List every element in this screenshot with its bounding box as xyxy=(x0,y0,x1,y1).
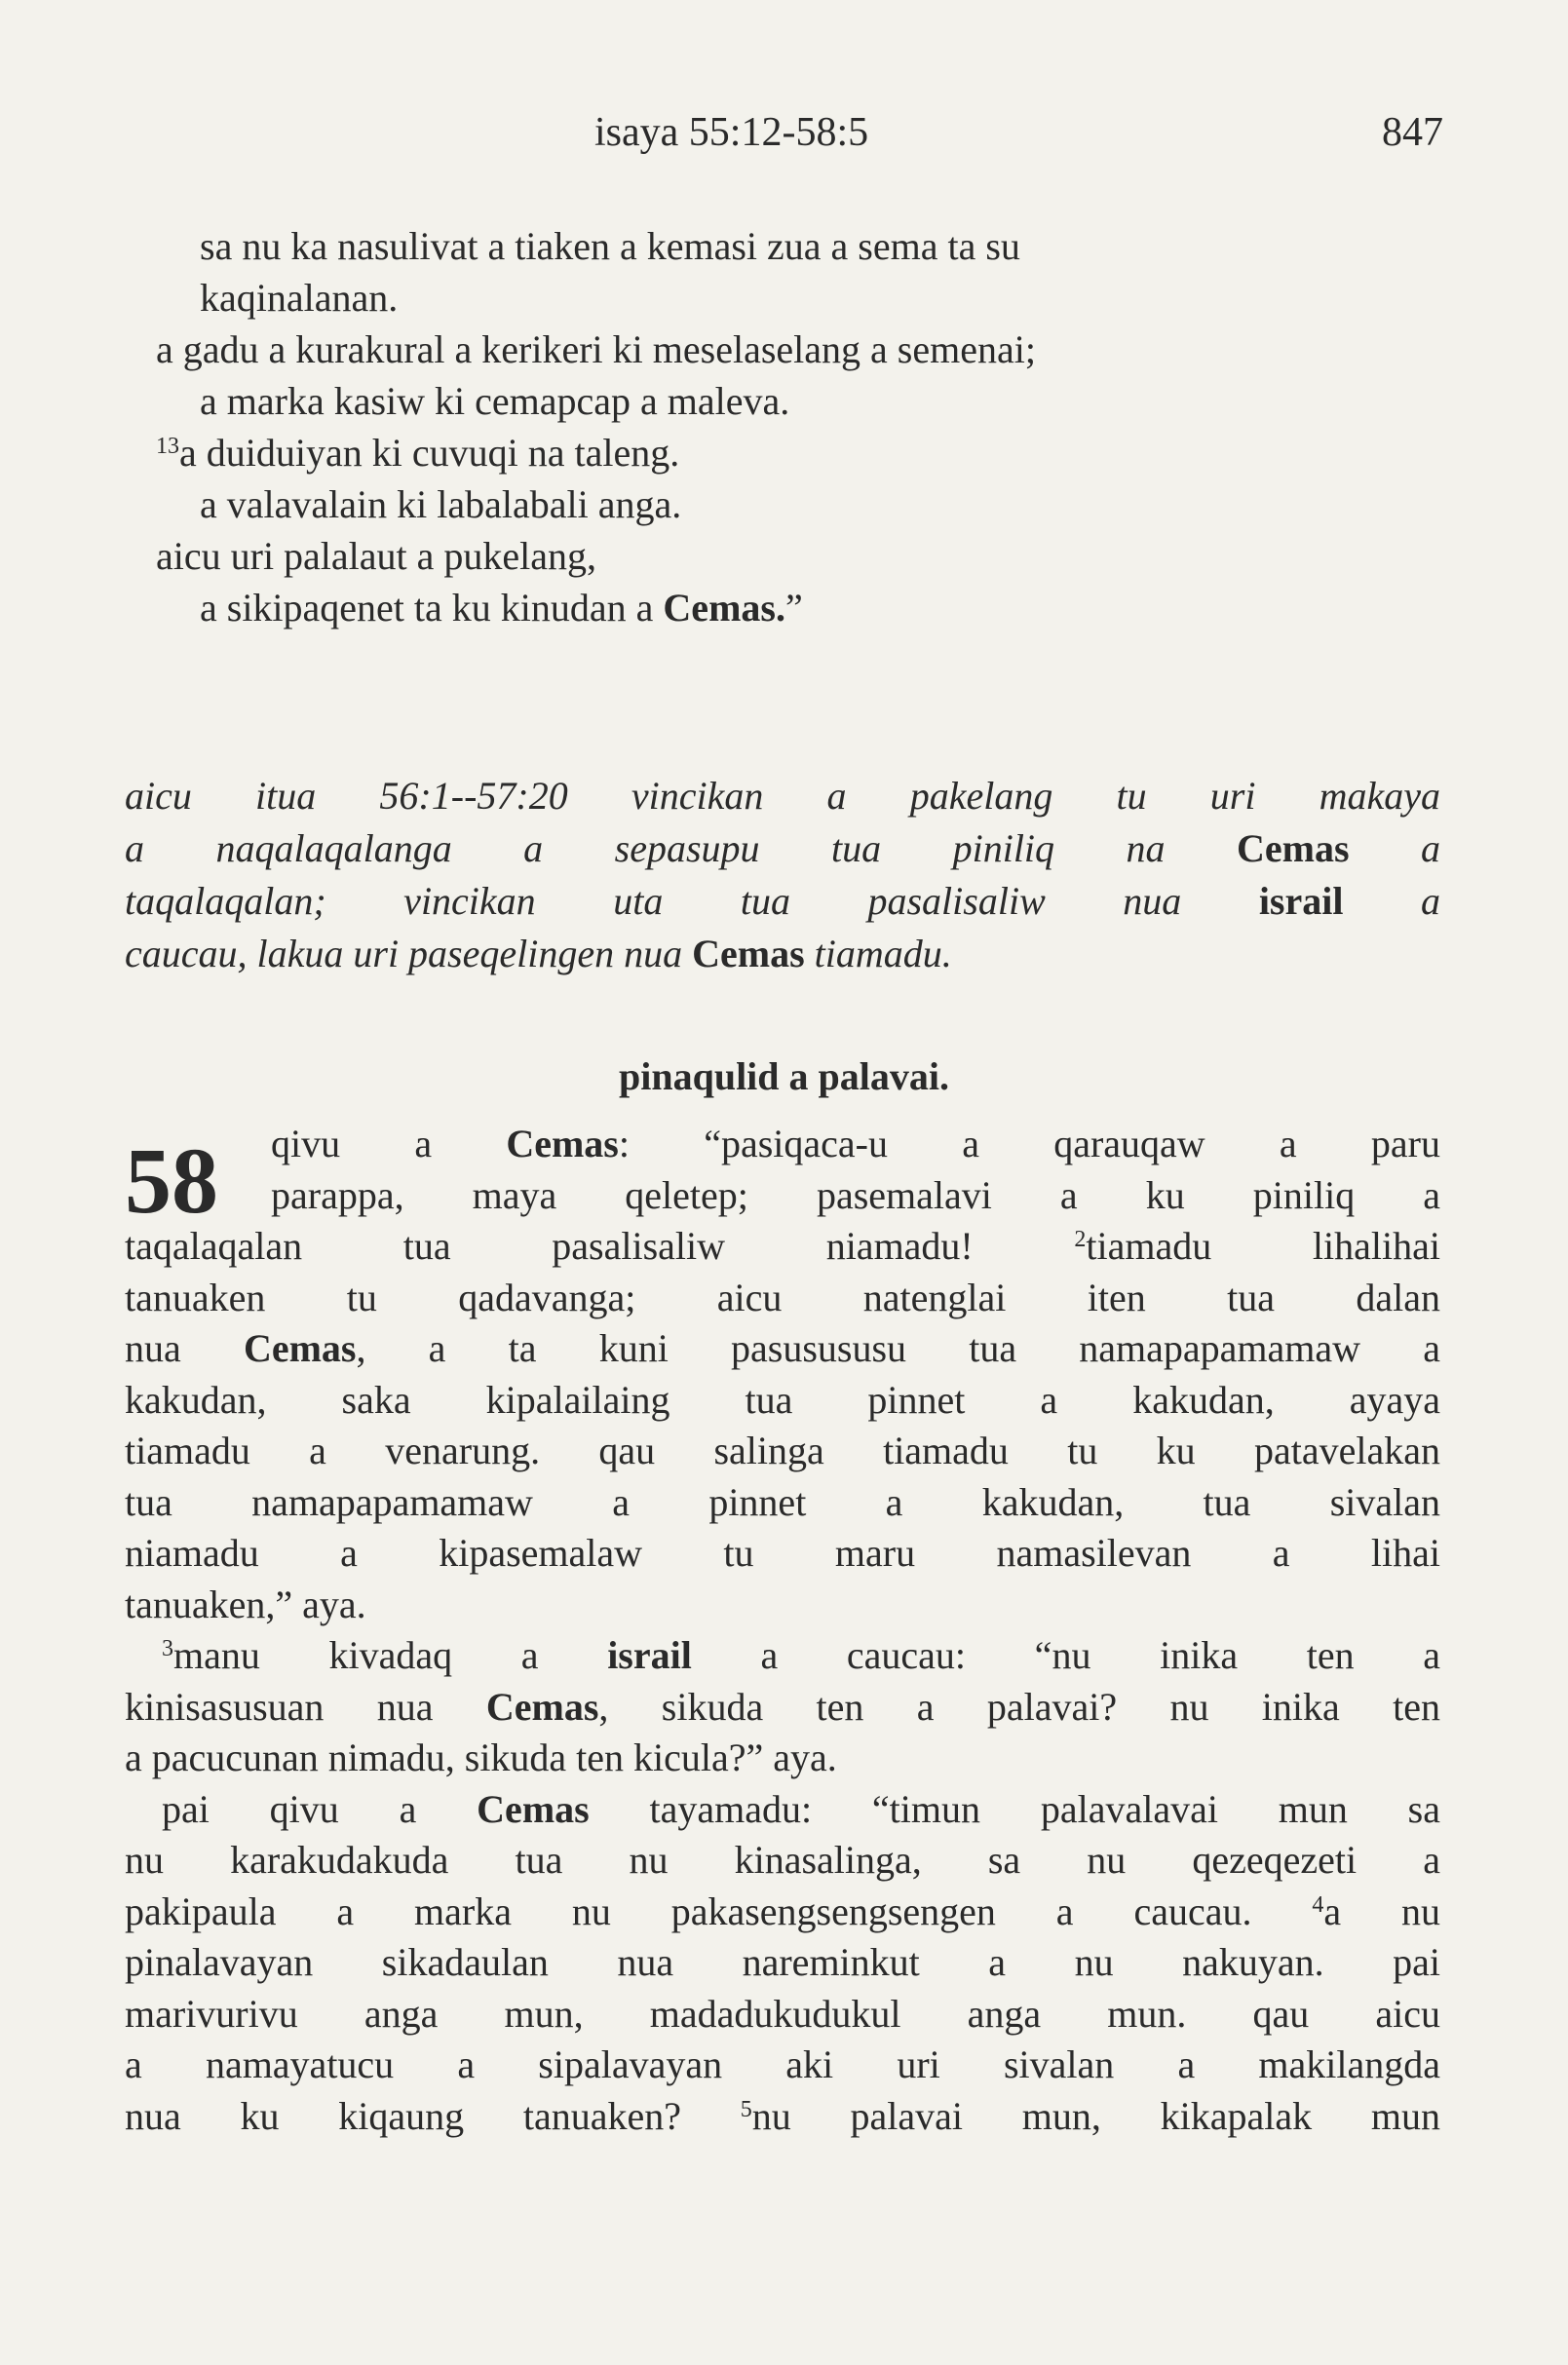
body-line: nua ku kiqaung tanuaken? $^5$nu palavai mun, kikapalak mun xyxy=(125,2093,1441,2138)
note-line: caucau, lakua uri paseqelingen nua Cemas tiamadu. xyxy=(125,932,952,975)
poetry-line: a marka kasiw ki cemapcap a maleva. xyxy=(200,379,790,423)
body-line: tanuaken tu qadavanga; aicu natenglai iten tua dalan xyxy=(125,1275,1440,1319)
note-line: aicu itua 56:1--57:20 vincikan a pakelang tu uri makaya xyxy=(125,774,1440,818)
poetry-line: aicu uri palalaut a pukelang, xyxy=(156,534,597,578)
body-line: tanuaken,” aya. xyxy=(125,1582,366,1626)
verse-number: 4 xyxy=(1312,1891,1324,1918)
verse-number: 3 xyxy=(162,1636,173,1661)
body-line: tiamadu a venarung. qau salinga tiamadu tu ku patavelakan xyxy=(125,1429,1440,1472)
verse-number: 13 xyxy=(156,434,179,459)
body-line: a namayatucu a sipalavayan aki uri sivalan a makilangda xyxy=(125,2042,1440,2086)
poetry-line: a sikipaqenet ta ku kinudan a Cemas.” xyxy=(200,586,803,629)
verse-number: 5 xyxy=(740,2096,752,2122)
body-line: pai qivu a Cemas tayamadu: “timun palavalavai mun sa xyxy=(162,1786,1440,1831)
poetry-block xyxy=(156,220,1452,633)
poetry-line: sa nu ka nasulivat a tiaken a kemasi zua a sema ta su xyxy=(200,224,1020,268)
section-heading: pinaqulid a palavai. xyxy=(618,1054,950,1098)
body-line: nu karakudakuda tua nu kinasalinga, sa nu qezeqezeti a xyxy=(125,1838,1440,1882)
body-line: tua namapapamamaw a pinnet a kakudan, tua sivalan xyxy=(125,1479,1440,1524)
note-line: a naqalaqalanga a sepasupu tua piniliq na Cemas a xyxy=(125,826,1441,870)
page-number: 847 xyxy=(1382,110,1443,155)
body-line: marivurivu anga mun, madadukudukul anga mun. qau aicu xyxy=(125,1991,1440,2036)
body-line: taqalaqalan tua pasalisaliw niamadu! $^2$tiamadu lihalihai xyxy=(125,1224,1441,1268)
body-line: kinisasusuan nua Cemas, sikuda ten a palavai? nu inika ten xyxy=(125,1684,1440,1729)
poetry-line: $^{13}$a duiduiyan ki cuvuqi na taleng. xyxy=(156,431,680,475)
chapter-body xyxy=(125,1119,1440,2142)
body-line: pakipaula a marka nu pakasengsengsengen a caucau. $^4$a nu xyxy=(125,1888,1440,1933)
poetry-line: a valavalain ki labalabali anga. xyxy=(200,482,682,526)
section-summary-note xyxy=(125,770,1440,980)
body-line: kakudan, saka kipalailaing tua pinnet a kakudan, ayaya xyxy=(125,1377,1440,1422)
body-line: parappa, maya qeletep; pasemalavi a ku piniliq a xyxy=(271,1172,1440,1217)
body-line: qivu a Cemas: “pasiqaca-u a qarauqaw a paru xyxy=(271,1122,1440,1165)
page-header xyxy=(0,109,1568,168)
body-line: nua Cemas, a ta kuni pasusususu tua namapapamamaw a xyxy=(125,1326,1440,1370)
body-line: niamadu a kipasemalaw tu maru namasilevan a lihai xyxy=(125,1531,1440,1575)
chapter-number: 58 xyxy=(125,1128,218,1233)
body-line: pinalavayan sikadaulan nua nareminkut a nu nakuyan. pai xyxy=(125,1940,1440,1984)
note-line: taqalaqalan; vincikan uta tua pasalisaliw nua israil a xyxy=(125,879,1441,923)
body-line: $^3$manu kivadaq a israil a caucau: “nu inika ten a xyxy=(162,1633,1440,1677)
running-header-reference: isaya 55:12-58:5 xyxy=(594,110,869,155)
verse-number: 2 xyxy=(1074,1227,1087,1252)
poetry-line: kaqinalanan. xyxy=(200,276,399,320)
body-line: a pacucunan nimadu, sikuda ten kicula?” aya. xyxy=(125,1736,837,1779)
poetry-line: a gadu a kurakural a kerikeri ki meselaselang a semenai; xyxy=(156,327,1036,371)
